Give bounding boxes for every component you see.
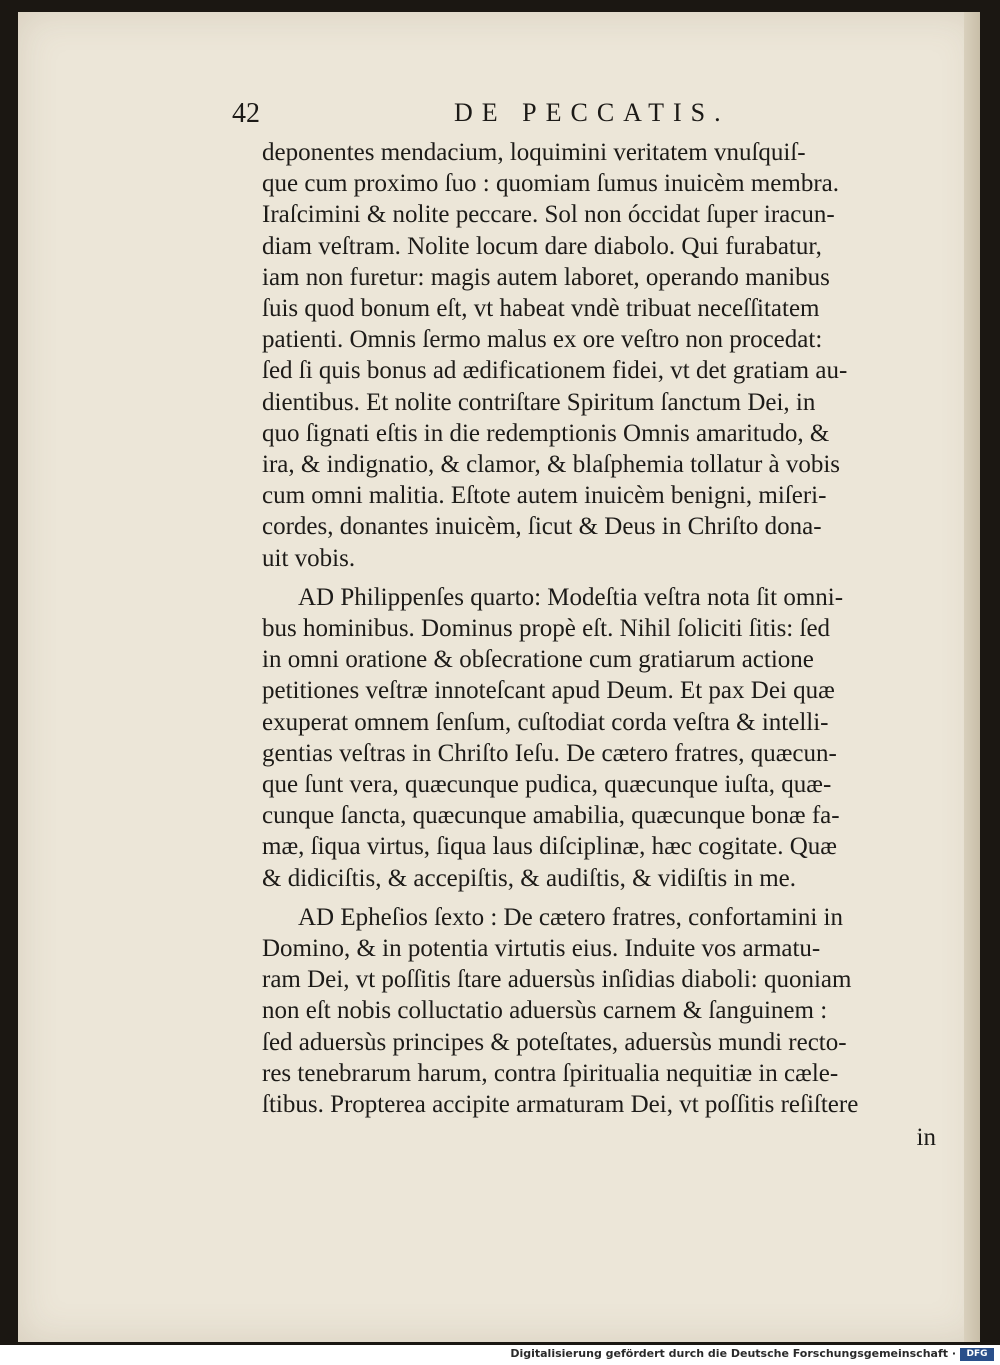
text-line: cunque ſancta, quæcunque amabilia, quæcunque bonæ fa- <box>262 802 840 830</box>
text-line: res tenebrarum harum, contra ſpiritualia nequitiæ in cæle- <box>262 1059 839 1087</box>
dfg-logo: DFG <box>960 1348 994 1361</box>
paragraph-ephesians-6 <box>262 902 942 1120</box>
text-line: Iraſcimini & nolite peccare. Sol non óccidat ſuper iracun- <box>262 201 835 229</box>
paragraph-ephesians-4 <box>262 137 942 574</box>
text-line: ſed aduersùs principes & poteſtates, aduersùs mundi recto- <box>262 1028 847 1056</box>
text-line: dientibus. Et nolite contriſtare Spiritum ſanctum Dei, in <box>262 388 816 416</box>
text-line: exuperat omnem ſenſum, cuſtodiat corda veſtra & intelli- <box>262 708 829 736</box>
text-line: in omni oratione & obſecratione cum gratiarum actione <box>262 646 814 674</box>
text-line: non eſt nobis colluctatio aduersùs carnem & ſanguinem : <box>262 997 828 1025</box>
text-line: cum omni malitia. Eſtote autem inuicèm benigni, miſeri- <box>262 482 827 510</box>
text-line: que ſunt vera, quæcunque pudica, quæcunque iuſta, quæ- <box>262 771 832 799</box>
text-line: quo ſignati eſtis in die redemptionis Omnis amaritudo, & <box>262 419 830 447</box>
text-line: mæ, ſiqua virtus, ſiqua laus diſciplinæ, hæc cogitate. Quæ <box>262 833 837 861</box>
text-line: ira, & indignatio, & clamor, & blaſphemia tollatur à vobis <box>262 451 841 479</box>
text-line: AD Epheſios ſexto : De cætero fratres, confortamini in <box>298 903 843 931</box>
footer-credit: Digitalisierung gefördert durch die Deutsche Forschungsgemeinschaft · <box>510 1347 956 1360</box>
running-title: DE PECCATIS. <box>454 98 730 127</box>
text-line: Domino, & in potentia virtutis eius. Induite vos armatu- <box>262 935 821 963</box>
body-text <box>262 137 942 1154</box>
text-line: bus hominibus. Dominus propè eſt. Nihil ſoliciti ſitis: ſed <box>262 615 831 643</box>
catchword: in <box>916 1124 936 1152</box>
page-header <box>232 98 792 138</box>
digitization-footer <box>0 1345 1000 1365</box>
paragraph-philippians-4 <box>262 582 942 894</box>
text-line: patienti. Omnis ſermo malus ex ore veſtro non procedat: <box>262 326 823 354</box>
text-line: ſtibus. Propterea accipite armaturam Dei, vt poſſitis reſiſtere <box>262 1091 859 1119</box>
text-line: ſed ſi quis bonus ad ædificationem fidei, vt det gratiam au- <box>262 357 848 385</box>
text-line: & didiciſtis, & accepiſtis, & audiſtis, & vidiſtis in me. <box>262 864 796 892</box>
text-line: uit vobis. <box>262 544 356 572</box>
text-line: que cum proximo ſuo : quomiam ſumus inuicèm membra. <box>262 170 839 198</box>
text-line: diam veſtram. Nolite locum dare diabolo. Qui furabatur, <box>262 232 822 260</box>
text-line: AD Philippenſes quarto: Modeſtia veſtra nota ſit omni- <box>298 583 844 611</box>
text-line: iam non furetur: magis autem laboret, operando manibus <box>262 263 830 291</box>
text-line: petitiones veſtræ innoteſcant apud Deum. Et pax Dei quæ <box>262 677 835 705</box>
text-line: deponentes mendacium, loquimini veritatem vnuſquiſ- <box>262 139 806 166</box>
text-line: ram Dei, vt poſſitis ſtare aduersùs inſidias diaboli: quoniam <box>262 966 852 994</box>
page-edge <box>964 12 980 1342</box>
text-line: cordes, donantes inuicèm, ſicut & Deus in Chriſto dona- <box>262 513 822 541</box>
text-line: ſuis quod bonum eſt, vt habeat vndè tribuat neceſſitatem <box>262 295 820 323</box>
page-number: 42 <box>232 98 260 129</box>
text-line: gentias veſtras in Chriſto Ieſu. De cætero fratres, quæcun- <box>262 739 837 767</box>
